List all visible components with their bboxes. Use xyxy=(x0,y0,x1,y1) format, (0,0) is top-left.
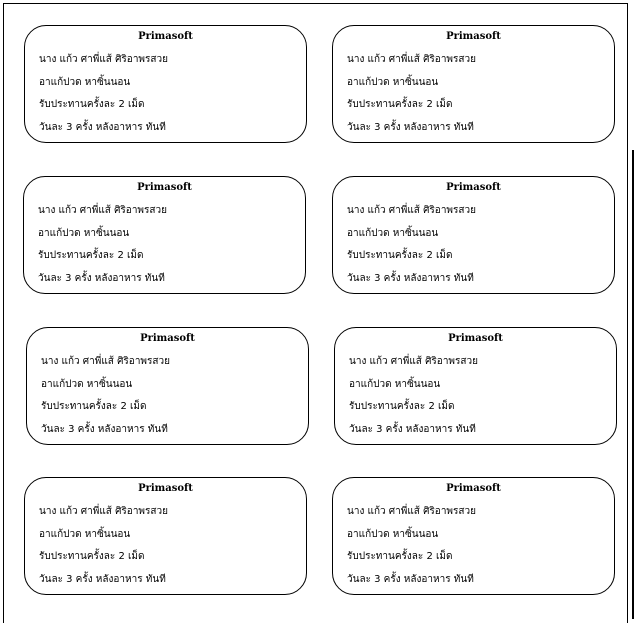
label-line-frequency: วันละ 3 ครั้ง หลังอาหาร ทันที xyxy=(347,273,474,284)
label-line-frequency: วันละ 3 ครั้ง หลังอาหาร ทันที xyxy=(349,424,476,435)
label-title: Primasoft xyxy=(446,182,501,193)
label-line-indication: อาแก้ปวด หาซิ้นนอน xyxy=(347,529,439,540)
label-line-indication: อาแก้ปวด หาซิ้นนอน xyxy=(347,77,439,88)
page-edge-mark xyxy=(632,150,634,619)
label-line-dosage: รับประทานครั้งละ 2 เม็ด xyxy=(39,551,145,562)
label-line-indication: อาแก้ปวด หาซิ้นนอน xyxy=(39,529,131,540)
label-line-dosage: รับประทานครั้งละ 2 เม็ด xyxy=(347,99,453,110)
label-line-patient-name: นาง แก้ว ศาพี่แส้ ศิริอาพรสวย xyxy=(39,54,168,65)
label-line-indication: อาแก้ปวด หาซิ้นนอน xyxy=(38,228,130,239)
label-line-indication: อาแก้ปวด หาซิ้นนอน xyxy=(41,379,133,390)
label-line-frequency: วันละ 3 ครั้ง หลังอาหาร ทันที xyxy=(38,273,165,284)
label-line-frequency: วันละ 3 ครั้ง หลังอาหาร ทันที xyxy=(39,574,166,585)
label-card-2[interactable] xyxy=(332,25,615,143)
label-line-indication: อาแก้ปวด หาซิ้นนอน xyxy=(39,77,131,88)
label-line-dosage: รับประทานครั้งละ 2 เม็ด xyxy=(347,551,453,562)
label-card-3[interactable] xyxy=(23,176,306,294)
label-title: Primasoft xyxy=(140,333,195,344)
label-line-frequency: วันละ 3 ครั้ง หลังอาหาร ทันที xyxy=(41,424,168,435)
label-line-frequency: วันละ 3 ครั้ง หลังอาหาร ทันที xyxy=(347,122,474,133)
label-card-8[interactable] xyxy=(332,477,615,595)
label-line-dosage: รับประทานครั้งละ 2 เม็ด xyxy=(349,401,455,412)
label-title: Primasoft xyxy=(137,182,192,193)
label-line-patient-name: นาง แก้ว ศาพี่แส้ ศิริอาพรสวย xyxy=(349,356,478,367)
label-line-frequency: วันละ 3 ครั้ง หลังอาหาร ทันที xyxy=(347,574,474,585)
label-card-5[interactable] xyxy=(26,327,309,445)
label-line-indication: อาแก้ปวด หาซิ้นนอน xyxy=(347,228,439,239)
label-line-patient-name: นาง แก้ว ศาพี่แส้ ศิริอาพรสวย xyxy=(347,54,476,65)
label-line-frequency: วันละ 3 ครั้ง หลังอาหาร ทันที xyxy=(39,122,166,133)
label-line-patient-name: นาง แก้ว ศาพี่แส้ ศิริอาพรสวย xyxy=(41,356,170,367)
label-line-patient-name: นาง แก้ว ศาพี่แส้ ศิริอาพรสวย xyxy=(347,205,476,216)
label-card-1[interactable] xyxy=(24,25,307,143)
label-title: Primasoft xyxy=(446,31,501,42)
label-title: Primasoft xyxy=(446,483,501,494)
label-line-indication: อาแก้ปวด หาซิ้นนอน xyxy=(349,379,441,390)
label-line-patient-name: นาง แก้ว ศาพี่แส้ ศิริอาพรสวย xyxy=(39,506,168,517)
label-title: Primasoft xyxy=(138,31,193,42)
label-line-dosage: รับประทานครั้งละ 2 เม็ด xyxy=(38,250,144,261)
label-line-dosage: รับประทานครั้งละ 2 เม็ด xyxy=(39,99,145,110)
label-card-7[interactable] xyxy=(24,477,307,595)
label-card-4[interactable] xyxy=(332,176,615,294)
label-line-dosage: รับประทานครั้งละ 2 เม็ด xyxy=(41,401,147,412)
label-line-patient-name: นาง แก้ว ศาพี่แส้ ศิริอาพรสวย xyxy=(347,506,476,517)
label-title: Primasoft xyxy=(448,333,503,344)
label-title: Primasoft xyxy=(138,483,193,494)
label-line-dosage: รับประทานครั้งละ 2 เม็ด xyxy=(347,250,453,261)
label-card-6[interactable] xyxy=(334,327,617,445)
label-line-patient-name: นาง แก้ว ศาพี่แส้ ศิริอาพรสวย xyxy=(38,205,167,216)
